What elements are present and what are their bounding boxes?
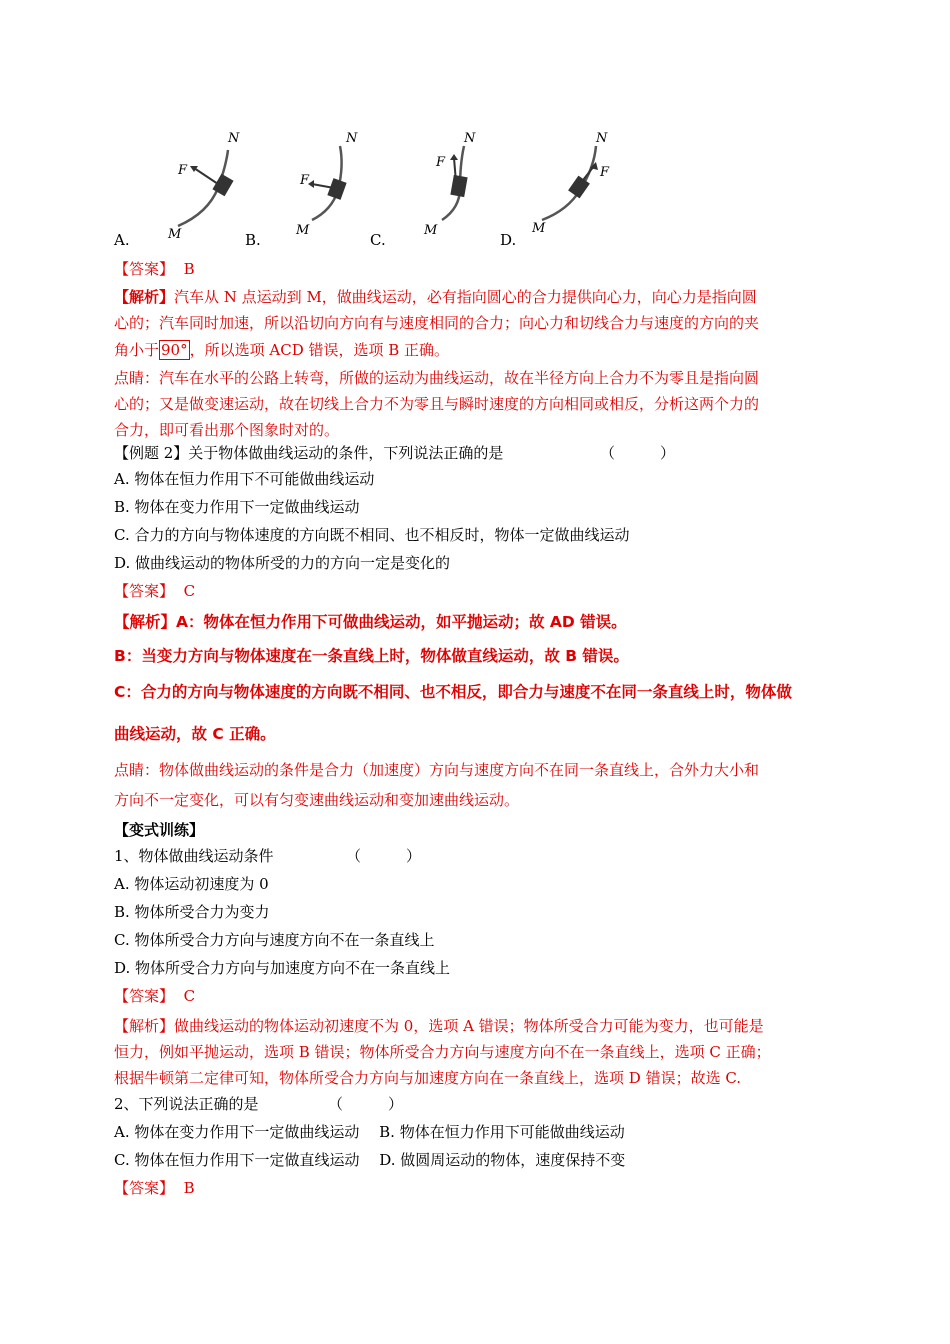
label-f: F [600, 165, 610, 180]
figure-option-d [522, 128, 642, 248]
variant-q2-stem: 2、下列说法正确的是 [114, 1095, 259, 1113]
option-label-a: A. [114, 231, 130, 249]
variant-q2-options-row2: C. 物体在恒力作用下一定做直线运动 D. 做圆周运动的物体，速度保持不变 [114, 1151, 626, 1169]
figure-option-c [402, 128, 522, 248]
label-f: F [178, 163, 188, 178]
ex2-option-a: A. 物体在恒力作用下不可能做曲线运动 [114, 470, 375, 488]
figure-options-row [112, 128, 672, 248]
label-n: N [464, 131, 476, 146]
option-label-c: C. [370, 231, 386, 249]
ex2-tip-line2: 方向不一定变化，可以有匀变速曲线运动和变加速曲线运动。 [114, 791, 520, 809]
option-label-d: D. [500, 231, 517, 249]
curve-diagram-a [138, 128, 258, 248]
option-label-b: B. [245, 231, 261, 249]
ex2-paren: （ ） [600, 444, 676, 462]
label-f: F [436, 155, 446, 170]
ex2-answer: 【答案】 C [114, 582, 196, 600]
variant-q1-option-c: C. 物体所受合力方向与速度方向不在一条直线上 [114, 931, 435, 949]
ex2-explain-line4: 曲线运动，故 C 正确。 [114, 725, 276, 743]
label-n: N [346, 131, 358, 146]
figure-option-a [138, 128, 258, 248]
q1-tip-line2: 心的；又是做变速运动，故在切线上合力不为零且与瞬时速度的方向相同或相反，分析这两个力的 [114, 395, 760, 413]
label-m: M [168, 227, 182, 242]
q1-answer [114, 258, 195, 280]
ex2-option-b: B. 物体在变力作用下一定做曲线运动 [114, 498, 360, 516]
variant-q1-paren: （ ） [346, 847, 422, 865]
ex2-explain-line3: C：合力的方向与物体速度的方向既不相同、也不相反，即合力与速度不在同一条直线上时，物体做 [114, 683, 792, 701]
label-m: M [296, 223, 310, 238]
variant-q1-stem: 1、物体做曲线运动条件 [114, 847, 274, 865]
label-m: M [532, 221, 546, 236]
variant-q1-answer: 【答案】 C [114, 987, 196, 1005]
label-n: N [228, 131, 240, 146]
label-m: M [424, 223, 438, 238]
variant-q1-option-b: B. 物体所受合力为变力 [114, 903, 270, 921]
ex2-explain-line1: 【解析】A：物体在恒力作用下可做曲线运动，如平抛运动；故 AD 错误。 [114, 613, 627, 631]
variant-heading: 【变式训练】 [114, 821, 205, 839]
label-n: N [596, 131, 608, 146]
answer-value: B [183, 260, 195, 278]
variant-q2-paren: （ ） [328, 1095, 404, 1113]
q1-explain-line3: 角小于 90° ，所以选项 ACD 错误，选项 B 正确。 [114, 341, 450, 359]
figure-option-b [272, 128, 392, 248]
label-f: F [300, 173, 310, 188]
ex2-explain-line2: B：当变力方向与物体速度在一条直线上时，物体做直线运动，故 B 错误。 [114, 647, 629, 665]
variant-q1-option-a: A. 物体运动初速度为 0 [114, 875, 269, 893]
curve-diagram-b [272, 128, 392, 248]
answer-tag: 【答案】 [114, 260, 175, 278]
ex2-tip-line1: 点睛：物体做曲线运动的条件是合力（加速度）方向与速度方向不在同一条直线上，合外力大小和 [114, 761, 760, 779]
q1-explain-line2: 心的；汽车同时加速，所以沿切向方向有与速度相同的合力；向心力和切线合力与速度的方向的夹 [114, 314, 760, 332]
variant-q1-option-d: D. 物体所受合力方向与加速度方向不在一条直线上 [114, 959, 451, 977]
q1-tip-line1: 点睛：汽车在水平的公路上转弯，所做的运动为曲线运动，故在半径方向上合力不为零且是指向圆 [114, 369, 760, 387]
curve-diagram-d [522, 128, 642, 248]
variant-q1-explain-line2: 恒力，例如平抛运动，选项 B 错误；物体所受合力方向与速度方向不在一条直线上，选项 C 正确； [114, 1043, 771, 1061]
ex2-stem: 【例题 2】关于物体做曲线运动的条件，下列说法正确的是 [114, 444, 504, 462]
variant-q1-explain-line1: 【解析】做曲线运动的物体运动初速度不为 0，选项 A 错误；物体所受合力可能为变力，也可能是 [114, 1017, 764, 1035]
ex2-option-d: D. 做曲线运动的物体所受的力的方向一定是变化的 [114, 554, 451, 572]
variant-q2-answer: 【答案】 B [114, 1179, 195, 1197]
q1-explain-line1: 【解析】汽车从 N 点运动到 M，做曲线运动，必有指向圆心的合力提供向心力，向心力是指向圆 [114, 288, 757, 306]
curve-diagram-c [402, 128, 522, 248]
variant-q2-options-row1: A. 物体在变力作用下一定做曲线运动 B. 物体在恒力作用下可能做曲线运动 [114, 1123, 625, 1141]
angle-box: 90° [161, 341, 188, 359]
ex2-option-c: C. 合力的方向与物体速度的方向既不相同、也不相反时，物体一定做曲线运动 [114, 526, 630, 544]
q1-tip-line3: 合力，即可看出那个图象时对的。 [114, 421, 340, 439]
variant-q1-explain-line3: 根据牛顿第二定律可知，物体所受合力方向与加速度方向在一条直线上，选项 D 错误；故选 C. [114, 1069, 742, 1087]
